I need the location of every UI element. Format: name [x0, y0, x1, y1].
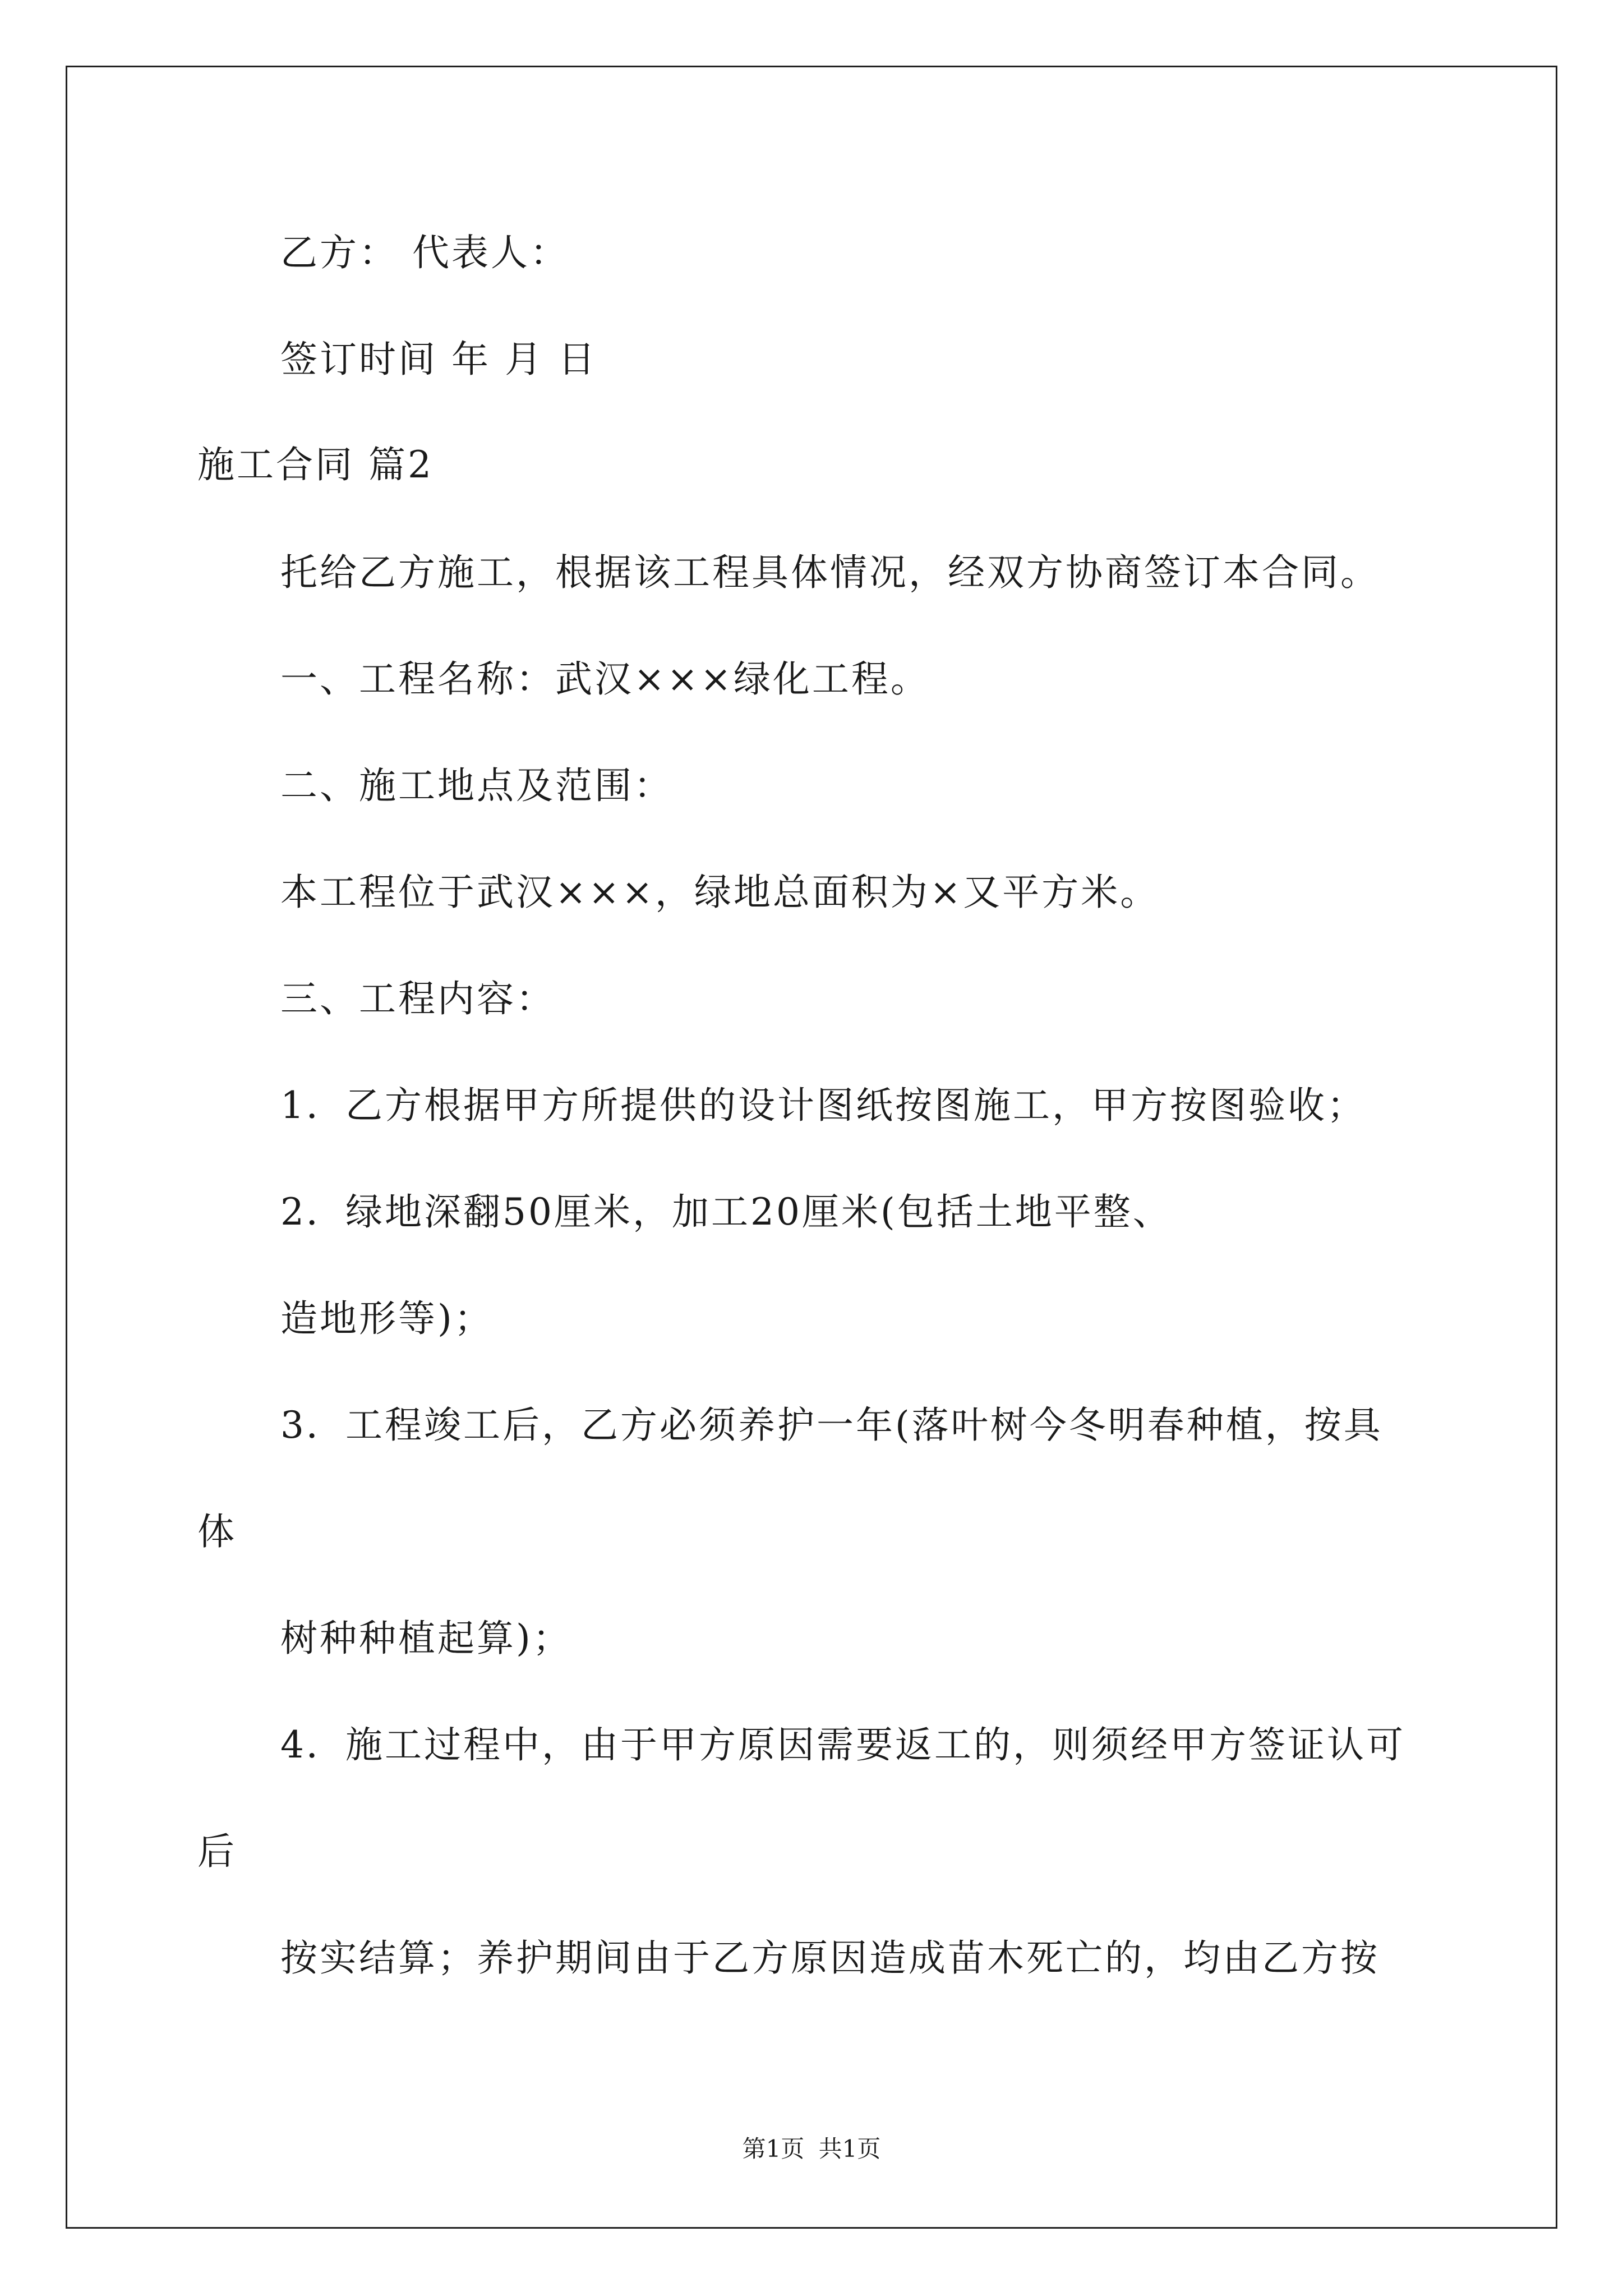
clause-location-heading: 二、施工地点及范围：: [280, 764, 673, 807]
content-item-4: 4．施工过程中，由于甲方原因需要返工的，则须经甲方签证认可: [280, 1723, 1405, 1766]
page-footer: [0, 2137, 1623, 2161]
content-item-2-continued: 造地形等)；: [280, 1297, 494, 1340]
content-item-1: 1．乙方根据甲方所提供的设计图纸按图施工，甲方按图验收；: [280, 1084, 1366, 1127]
page-border: [66, 66, 1557, 2229]
clause-location-text: 本工程位于武汉×××，绿地总面积为×又平方米。: [280, 871, 1160, 914]
content-item-3: 3．工程竣工后，乙方必须养护一年(落叶树今冬明春种植，按具: [280, 1404, 1383, 1447]
page-number: 第1页: [742, 2135, 805, 2162]
party-b-signature-line: 乙方： 代表人：: [280, 231, 569, 274]
content-item-3-continued: 树种种植起算)；: [280, 1617, 572, 1660]
clause-project-name: 一、工程名称：武汉×××绿化工程。: [280, 657, 930, 701]
content-item-4-continued: 按实结算；养护期间由于乙方原因造成苗木死亡的，均由乙方按: [280, 1936, 1380, 1980]
content-item-2: 2．绿地深翻50厘米，加工20厘米(包括土地平整、: [280, 1190, 1172, 1234]
content-item-3-wrap: 体: [197, 1510, 237, 1553]
clause-content-heading: 三、工程内容：: [280, 977, 555, 1020]
page-total: 共1页: [818, 2135, 881, 2162]
section-heading: 施工合同 篇2: [197, 443, 434, 486]
signing-date-line: 签订时间 年 月 日: [280, 338, 597, 381]
paragraph-intro: 托给乙方施工，根据该工程具体情况，经双方协商签订本合同。: [280, 551, 1380, 594]
content-item-4-wrap: 后: [197, 1830, 237, 1873]
